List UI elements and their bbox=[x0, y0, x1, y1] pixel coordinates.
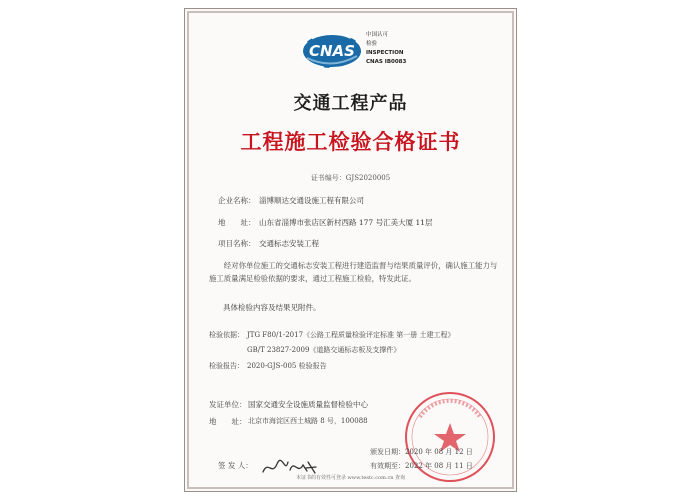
cnas-logo bbox=[299, 30, 407, 72]
footer-note: 本证书的有效性可登录 www.testc.com.cn 查询 bbox=[295, 475, 406, 481]
body-paragraph: 经对你单位施工的交通标志安装工程进行建造监督与结果质量评价，确认施工能力与施工质量满足检验依据的要求，通过工程施工检验，特发此证。 bbox=[209, 261, 498, 283]
certificate-title-sub: 工程施工检验合格证书 bbox=[240, 129, 461, 154]
certificate bbox=[184, 8, 517, 492]
official-seal bbox=[400, 387, 500, 487]
basis-line-1: JTG F80/1-2017《公路工程质量检验评定标准 第一册 土建工程》 bbox=[247, 331, 455, 339]
project-label: 项目名称： bbox=[218, 239, 256, 248]
issuer-value: 国家交通安全设施质量监督检验中心 bbox=[248, 400, 368, 409]
company-label: 企业名称： bbox=[218, 196, 256, 205]
issue-date: 颁发日期：2020 年 08 月 12 日 bbox=[370, 448, 473, 456]
issuer-label: 发证单位： bbox=[209, 400, 247, 409]
certificate-title-main: 交通工程产品 bbox=[293, 93, 408, 114]
certificate-number: 证书编号：GJS2020005 bbox=[310, 174, 391, 182]
cnas-line-1: 中国认可 bbox=[366, 32, 389, 38]
report-value: 2020-GJS-005 检验报告 bbox=[247, 362, 327, 370]
valid-date: 有效期至：2022 年 08 月 11 日 bbox=[370, 462, 473, 470]
signer-label: 签 发 人： bbox=[218, 461, 253, 470]
project-value: 交通标志安装工程 bbox=[259, 239, 319, 248]
detail-note: 具体检验内容及结果见附件。 bbox=[223, 303, 321, 312]
address-value: 山东省淄博市张店区新村西路 177 号汇美大厦 11层 bbox=[259, 218, 433, 227]
report-label: 检验报告： bbox=[209, 362, 244, 370]
cnas-brand-text: CNAS bbox=[309, 42, 355, 60]
company-value: 淄博顺达交通设施工程有限公司 bbox=[259, 196, 364, 205]
issuer-address-value: 北京市海淀区西土城路 8 号，100088 bbox=[248, 417, 368, 425]
cnas-line-4: CNAS IB0083 bbox=[366, 59, 407, 65]
address-label: 地 址： bbox=[218, 218, 256, 227]
cnas-line-3: INSPECTION bbox=[366, 50, 404, 56]
basis-label: 检验依据： bbox=[209, 331, 244, 339]
cnas-line-2: 检验 bbox=[366, 41, 378, 47]
issuer-address-label: 地 址： bbox=[209, 417, 247, 426]
basis-line-2: GB/T 23827-2009《道路交通标志板及支撑件》 bbox=[247, 346, 401, 354]
